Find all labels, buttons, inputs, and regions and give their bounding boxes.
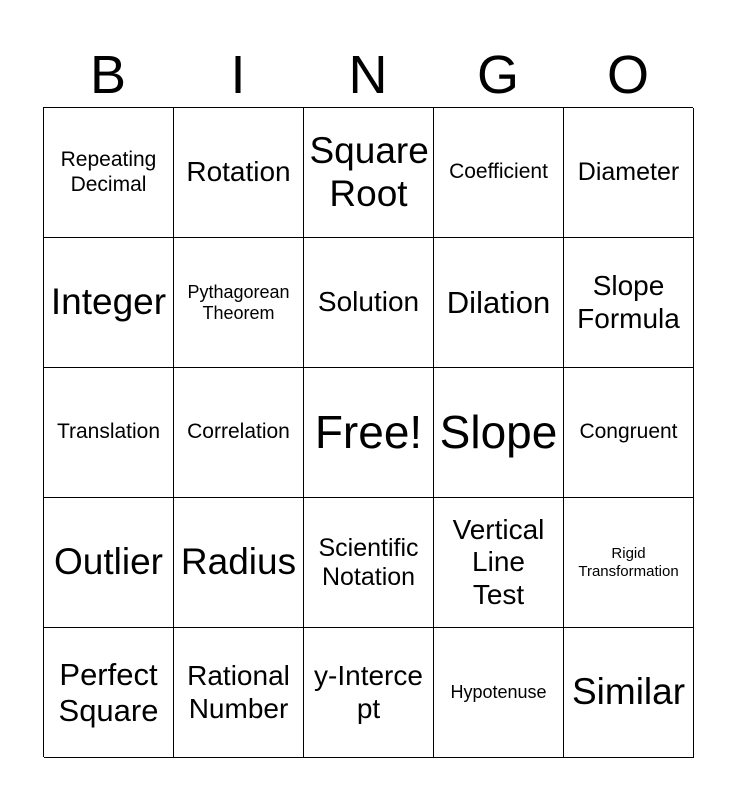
cell-label: Outlier [54,541,163,583]
bingo-header [43,42,693,108]
cell-label: Square Root [309,129,429,214]
cell-label: Hypotenuse [450,682,547,703]
bingo-cell[interactable] [304,498,434,628]
header-letter-b: B [89,45,127,105]
bingo-card [43,107,693,757]
cell-label: Scientific Notation [318,533,419,591]
cell-label: Perfect Square [58,656,159,728]
cell-label: Coefficient [449,160,548,184]
bingo-cell[interactable] [434,108,564,238]
cell-label: Translation [56,420,161,444]
cell-label: Slope [439,406,558,459]
header-letter-n: N [348,45,388,105]
cell-label: Congruent [579,420,678,444]
bingo-cell[interactable] [44,238,174,368]
bingo-cell[interactable] [564,498,694,628]
cell-label: Repeating Decimal [60,148,157,196]
cell-label: Slope Formula [577,270,680,334]
bingo-cell[interactable] [434,498,564,628]
header-letter-i: I [230,45,246,105]
bingo-cell[interactable] [434,368,564,498]
cell-label: Rotation [186,156,291,188]
bingo-cell[interactable] [564,628,694,758]
bingo-cell[interactable] [304,108,434,238]
cell-label: Correlation [187,420,290,444]
free-space-cell[interactable] [304,368,434,498]
cell-label: Solution [317,286,420,318]
bingo-cell[interactable] [174,108,304,238]
bingo-cell[interactable] [564,108,694,238]
header-letter-o: O [606,45,649,105]
bingo-cell[interactable] [44,108,174,238]
cell-label: Rigid Transformation [578,545,679,580]
bingo-cell[interactable] [564,368,694,498]
bingo-cell[interactable] [174,498,304,628]
header-letter-g: G [476,45,519,105]
bingo-cell[interactable] [304,628,434,758]
bingo-cell[interactable] [564,238,694,368]
cell-label: y-Intercept [314,660,423,724]
cell-label: Diameter [577,158,680,187]
cell-label: Integer [50,281,167,323]
bingo-cell[interactable] [44,498,174,628]
cell-label: Vertical Line Test [452,514,545,610]
bingo-cell[interactable] [434,238,564,368]
cell-label: Rational Number [187,660,290,724]
bingo-cell[interactable] [44,368,174,498]
cell-label: Pythagorean Theorem [187,281,290,323]
bingo-cell[interactable] [174,238,304,368]
cell-label: Dilation [446,284,551,320]
bingo-cell[interactable] [174,368,304,498]
cell-label: Similar [571,671,686,713]
bingo-cell[interactable] [434,628,564,758]
bingo-cell[interactable] [304,238,434,368]
cell-label: Free! [314,406,423,459]
bingo-cell[interactable] [44,628,174,758]
bingo-cell[interactable] [174,628,304,758]
cell-label: Radius [180,541,297,583]
